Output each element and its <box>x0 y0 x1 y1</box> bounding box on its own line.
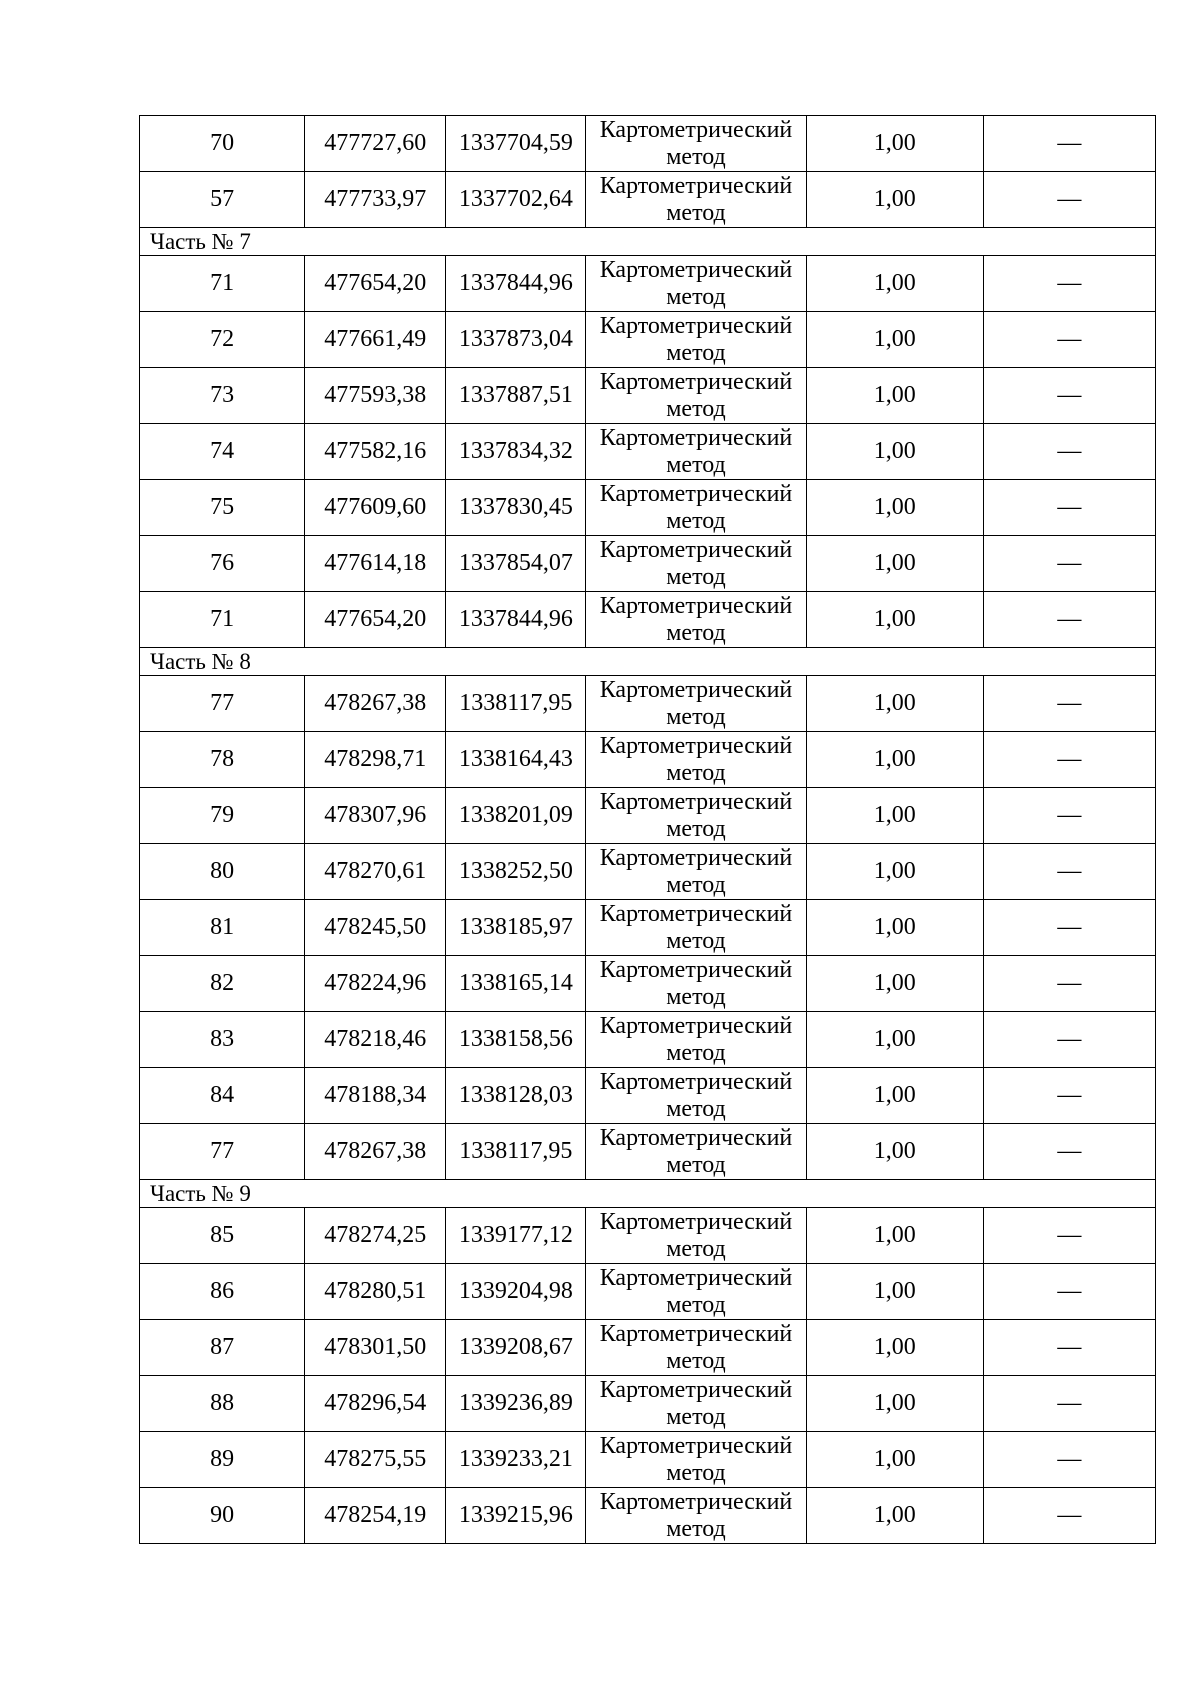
y-coordinate-cell: 1337854,07 <box>446 536 586 592</box>
point-number-cell: 83 <box>140 1012 305 1068</box>
accuracy-cell: 1,00 <box>806 536 983 592</box>
accuracy-cell: 1,00 <box>806 900 983 956</box>
method-cell: Картометрический метод <box>586 116 806 172</box>
point-number-cell: 79 <box>140 788 305 844</box>
y-coordinate-cell: 1339215,96 <box>446 1488 586 1544</box>
accuracy-cell: 1,00 <box>806 424 983 480</box>
point-number-cell: 87 <box>140 1320 305 1376</box>
section-label: Часть № 8 <box>140 648 1156 676</box>
method-cell: Картометрический метод <box>586 1432 806 1488</box>
y-coordinate-cell: 1339208,67 <box>446 1320 586 1376</box>
dash-cell: — <box>983 844 1155 900</box>
x-coordinate-cell: 477733,97 <box>305 172 446 228</box>
method-cell: Картометрический метод <box>586 172 806 228</box>
x-coordinate-cell: 477727,60 <box>305 116 446 172</box>
dash-cell: — <box>983 368 1155 424</box>
point-number-cell: 89 <box>140 1432 305 1488</box>
accuracy-cell: 1,00 <box>806 956 983 1012</box>
dash-cell: — <box>983 172 1155 228</box>
point-number-cell: 57 <box>140 172 305 228</box>
point-number-cell: 85 <box>140 1208 305 1264</box>
method-cell: Картометрический метод <box>586 1208 806 1264</box>
point-number-cell: 88 <box>140 1376 305 1432</box>
y-coordinate-cell: 1337887,51 <box>446 368 586 424</box>
table-row <box>140 1320 1156 1376</box>
accuracy-cell: 1,00 <box>806 480 983 536</box>
accuracy-cell: 1,00 <box>806 116 983 172</box>
method-cell: Картометрический метод <box>586 1488 806 1544</box>
section-label: Часть № 7 <box>140 228 1156 256</box>
y-coordinate-cell: 1338117,95 <box>446 676 586 732</box>
x-coordinate-cell: 478224,96 <box>305 956 446 1012</box>
table-row <box>140 788 1156 844</box>
accuracy-cell: 1,00 <box>806 1320 983 1376</box>
method-cell: Картометрический метод <box>586 1320 806 1376</box>
method-cell: Картометрический метод <box>586 256 806 312</box>
method-cell: Картометрический метод <box>586 480 806 536</box>
point-number-cell: 71 <box>140 256 305 312</box>
x-coordinate-cell: 478298,71 <box>305 732 446 788</box>
y-coordinate-cell: 1338164,43 <box>446 732 586 788</box>
x-coordinate-cell: 477654,20 <box>305 256 446 312</box>
accuracy-cell: 1,00 <box>806 732 983 788</box>
dash-cell: — <box>983 1124 1155 1180</box>
y-coordinate-cell: 1339236,89 <box>446 1376 586 1432</box>
accuracy-cell: 1,00 <box>806 256 983 312</box>
dash-cell: — <box>983 1264 1155 1320</box>
table-row <box>140 956 1156 1012</box>
table-row <box>140 172 1156 228</box>
x-coordinate-cell: 478254,19 <box>305 1488 446 1544</box>
point-number-cell: 70 <box>140 116 305 172</box>
y-coordinate-cell: 1337704,59 <box>446 116 586 172</box>
point-number-cell: 80 <box>140 844 305 900</box>
table-row <box>140 368 1156 424</box>
x-coordinate-cell: 478245,50 <box>305 900 446 956</box>
method-cell: Картометрический метод <box>586 312 806 368</box>
accuracy-cell: 1,00 <box>806 1488 983 1544</box>
dash-cell: — <box>983 900 1155 956</box>
accuracy-cell: 1,00 <box>806 844 983 900</box>
dash-cell: — <box>983 480 1155 536</box>
y-coordinate-cell: 1337844,96 <box>446 592 586 648</box>
point-number-cell: 72 <box>140 312 305 368</box>
x-coordinate-cell: 477661,49 <box>305 312 446 368</box>
table-row <box>140 480 1156 536</box>
dash-cell: — <box>983 732 1155 788</box>
y-coordinate-cell: 1337873,04 <box>446 312 586 368</box>
dash-cell: — <box>983 116 1155 172</box>
method-cell: Картометрический метод <box>586 592 806 648</box>
table-row <box>140 732 1156 788</box>
x-coordinate-cell: 477593,38 <box>305 368 446 424</box>
dash-cell: — <box>983 956 1155 1012</box>
method-cell: Картометрический метод <box>586 788 806 844</box>
y-coordinate-cell: 1338117,95 <box>446 1124 586 1180</box>
x-coordinate-cell: 478307,96 <box>305 788 446 844</box>
point-number-cell: 71 <box>140 592 305 648</box>
dash-cell: — <box>983 788 1155 844</box>
table-row <box>140 1432 1156 1488</box>
table-row <box>140 1208 1156 1264</box>
dash-cell: — <box>983 1376 1155 1432</box>
accuracy-cell: 1,00 <box>806 592 983 648</box>
x-coordinate-cell: 478275,55 <box>305 1432 446 1488</box>
section-header-row <box>140 1180 1156 1208</box>
table-row <box>140 592 1156 648</box>
method-cell: Картометрический метод <box>586 844 806 900</box>
coordinates-table-body <box>140 116 1156 1544</box>
table-row <box>140 1068 1156 1124</box>
accuracy-cell: 1,00 <box>806 1124 983 1180</box>
accuracy-cell: 1,00 <box>806 1432 983 1488</box>
dash-cell: — <box>983 1012 1155 1068</box>
method-cell: Картометрический метод <box>586 676 806 732</box>
accuracy-cell: 1,00 <box>806 172 983 228</box>
point-number-cell: 81 <box>140 900 305 956</box>
y-coordinate-cell: 1338128,03 <box>446 1068 586 1124</box>
coordinates-table <box>139 115 1156 1544</box>
section-header-row <box>140 228 1156 256</box>
x-coordinate-cell: 477614,18 <box>305 536 446 592</box>
table-row <box>140 676 1156 732</box>
dash-cell: — <box>983 1068 1155 1124</box>
accuracy-cell: 1,00 <box>806 368 983 424</box>
y-coordinate-cell: 1338201,09 <box>446 788 586 844</box>
y-coordinate-cell: 1338165,14 <box>446 956 586 1012</box>
accuracy-cell: 1,00 <box>806 1264 983 1320</box>
point-number-cell: 84 <box>140 1068 305 1124</box>
y-coordinate-cell: 1339177,12 <box>446 1208 586 1264</box>
accuracy-cell: 1,00 <box>806 788 983 844</box>
accuracy-cell: 1,00 <box>806 1208 983 1264</box>
y-coordinate-cell: 1338252,50 <box>446 844 586 900</box>
point-number-cell: 90 <box>140 1488 305 1544</box>
y-coordinate-cell: 1337702,64 <box>446 172 586 228</box>
dash-cell: — <box>983 1208 1155 1264</box>
point-number-cell: 74 <box>140 424 305 480</box>
method-cell: Картометрический метод <box>586 368 806 424</box>
method-cell: Картометрический метод <box>586 1068 806 1124</box>
accuracy-cell: 1,00 <box>806 1376 983 1432</box>
method-cell: Картометрический метод <box>586 424 806 480</box>
x-coordinate-cell: 478267,38 <box>305 676 446 732</box>
x-coordinate-cell: 478280,51 <box>305 1264 446 1320</box>
method-cell: Картометрический метод <box>586 536 806 592</box>
dash-cell: — <box>983 1432 1155 1488</box>
table-row <box>140 116 1156 172</box>
table-row <box>140 1488 1156 1544</box>
y-coordinate-cell: 1339233,21 <box>446 1432 586 1488</box>
table-row <box>140 312 1156 368</box>
y-coordinate-cell: 1339204,98 <box>446 1264 586 1320</box>
table-row <box>140 1012 1156 1068</box>
y-coordinate-cell: 1338158,56 <box>446 1012 586 1068</box>
table-row <box>140 1376 1156 1432</box>
table-row <box>140 844 1156 900</box>
point-number-cell: 82 <box>140 956 305 1012</box>
point-number-cell: 77 <box>140 676 305 732</box>
y-coordinate-cell: 1337834,32 <box>446 424 586 480</box>
point-number-cell: 73 <box>140 368 305 424</box>
method-cell: Картометрический метод <box>586 956 806 1012</box>
dash-cell: — <box>983 1320 1155 1376</box>
x-coordinate-cell: 478270,61 <box>305 844 446 900</box>
dash-cell: — <box>983 592 1155 648</box>
point-number-cell: 86 <box>140 1264 305 1320</box>
accuracy-cell: 1,00 <box>806 312 983 368</box>
table-row <box>140 256 1156 312</box>
x-coordinate-cell: 478274,25 <box>305 1208 446 1264</box>
dash-cell: — <box>983 256 1155 312</box>
y-coordinate-cell: 1337844,96 <box>446 256 586 312</box>
x-coordinate-cell: 478296,54 <box>305 1376 446 1432</box>
x-coordinate-cell: 478301,50 <box>305 1320 446 1376</box>
y-coordinate-cell: 1338185,97 <box>446 900 586 956</box>
x-coordinate-cell: 477654,20 <box>305 592 446 648</box>
x-coordinate-cell: 477609,60 <box>305 480 446 536</box>
method-cell: Картометрический метод <box>586 732 806 788</box>
dash-cell: — <box>983 1488 1155 1544</box>
dash-cell: — <box>983 536 1155 592</box>
dash-cell: — <box>983 312 1155 368</box>
method-cell: Картометрический метод <box>586 1124 806 1180</box>
accuracy-cell: 1,00 <box>806 1068 983 1124</box>
point-number-cell: 77 <box>140 1124 305 1180</box>
method-cell: Картометрический метод <box>586 1012 806 1068</box>
point-number-cell: 76 <box>140 536 305 592</box>
point-number-cell: 78 <box>140 732 305 788</box>
accuracy-cell: 1,00 <box>806 676 983 732</box>
table-row <box>140 1264 1156 1320</box>
method-cell: Картометрический метод <box>586 1376 806 1432</box>
accuracy-cell: 1,00 <box>806 1012 983 1068</box>
x-coordinate-cell: 478188,34 <box>305 1068 446 1124</box>
y-coordinate-cell: 1337830,45 <box>446 480 586 536</box>
method-cell: Картометрический метод <box>586 900 806 956</box>
dash-cell: — <box>983 424 1155 480</box>
section-header-row <box>140 648 1156 676</box>
x-coordinate-cell: 477582,16 <box>305 424 446 480</box>
section-label: Часть № 9 <box>140 1180 1156 1208</box>
method-cell: Картометрический метод <box>586 1264 806 1320</box>
table-row <box>140 424 1156 480</box>
x-coordinate-cell: 478218,46 <box>305 1012 446 1068</box>
table-row <box>140 1124 1156 1180</box>
point-number-cell: 75 <box>140 480 305 536</box>
table-row <box>140 536 1156 592</box>
x-coordinate-cell: 478267,38 <box>305 1124 446 1180</box>
table-row <box>140 900 1156 956</box>
dash-cell: — <box>983 676 1155 732</box>
